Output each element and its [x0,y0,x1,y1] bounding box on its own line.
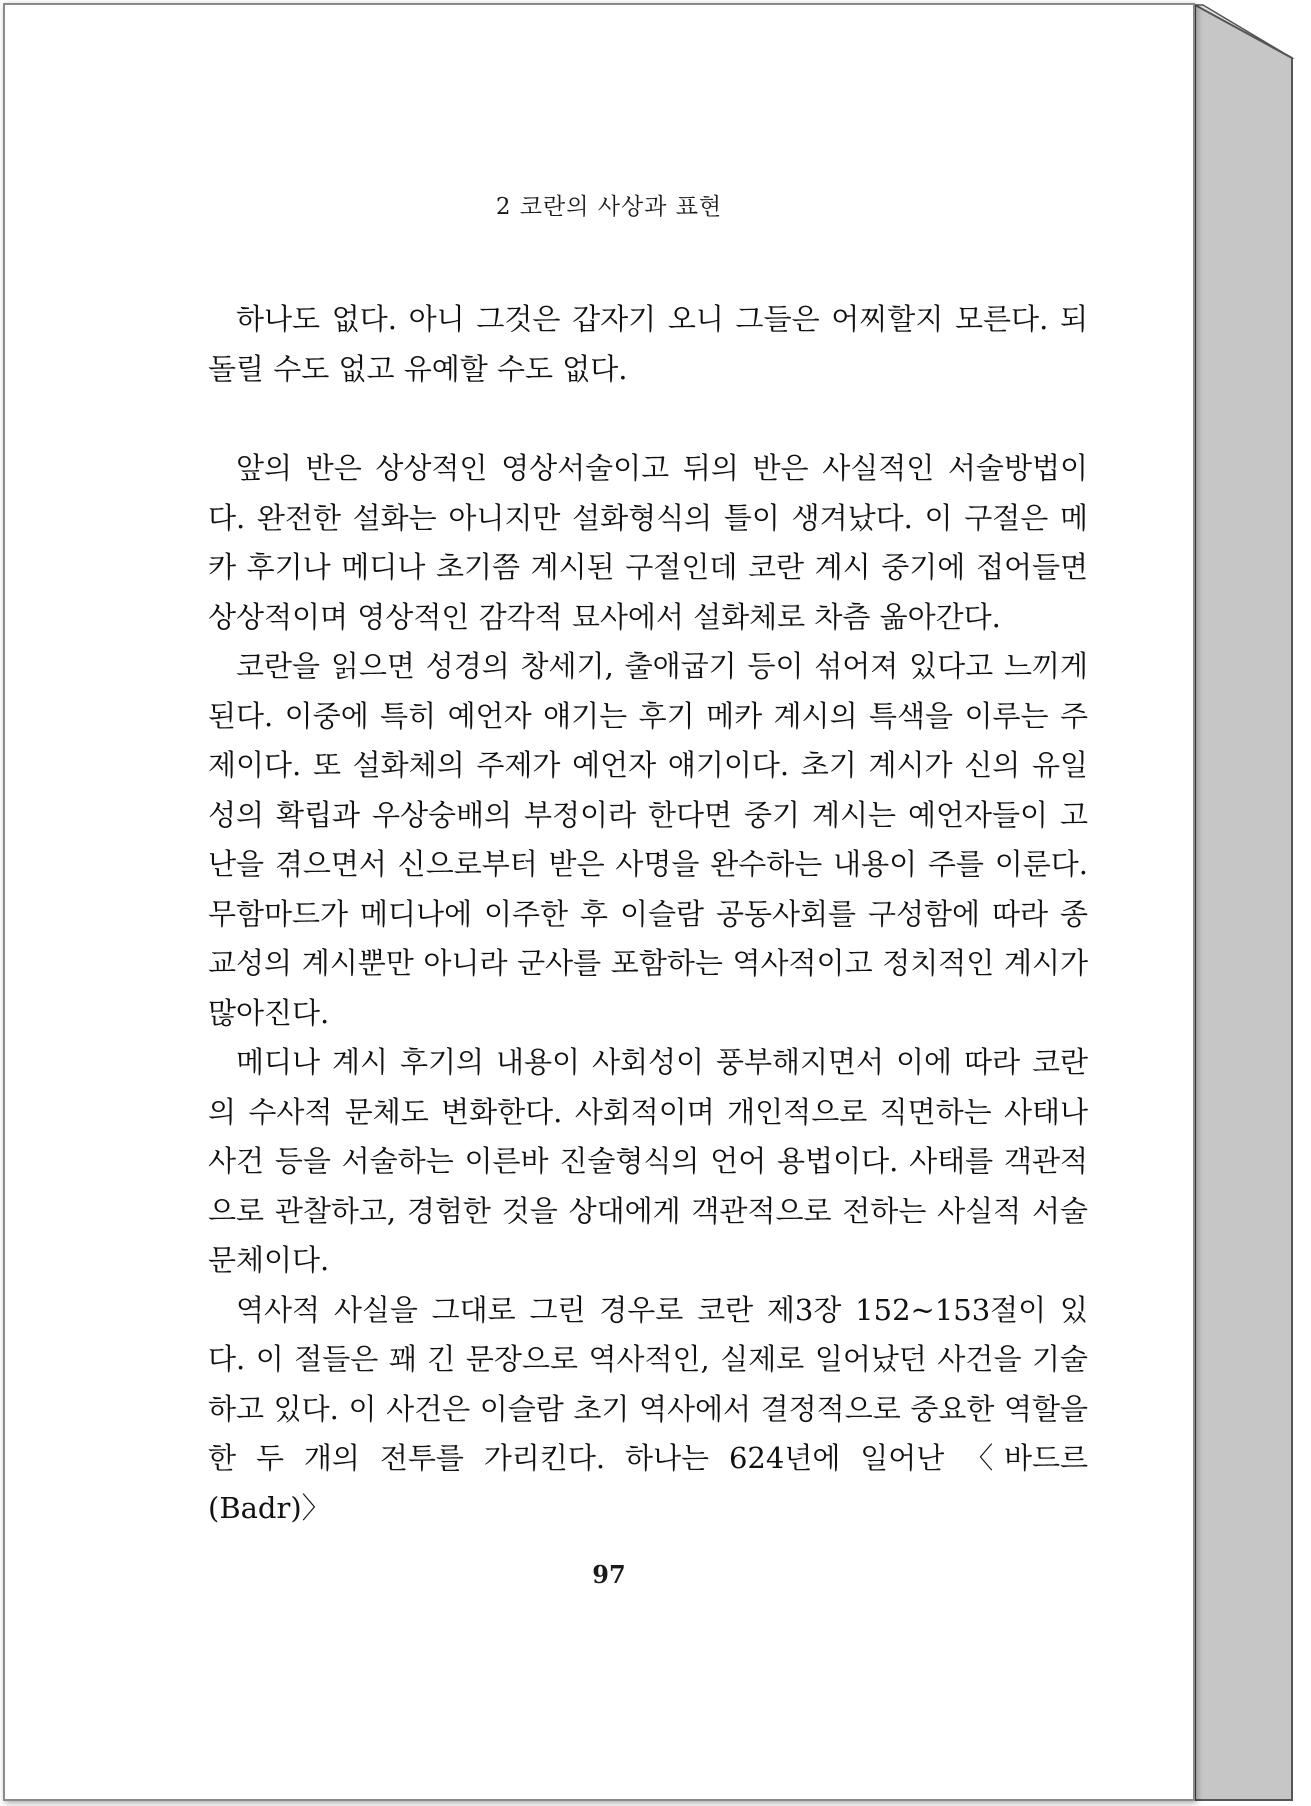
paragraph: 앞의 반은 상상적인 영상서술이고 뒤의 반은 사실적인 서술방법이다. 완전한 설화는 아니지만 설화형식의 틀이 생겨났다. 이 구절은 메카 후기나 메디나 초기쯤 계시된 구절인데 코란 계시 중기에 접어들면 상상적이며 영상적인 감각적 묘사에서 설화체로 차츰 옮아간다. [208,451,1088,634]
paragraph: 코란을 읽으면 성경의 창세기, 출애굽기 등이 섞어져 있다고 느끼게 된다. 이중에 특히 예언자 얘기는 후기 메카 계시의 특색을 이루는 주제이다. 또 설화체의 주제가 예언자 얘기이다. 초기 계시가 신의 유일성의 확립과 우상숭배의 부정이라 한다면 중기 계시는 예언자들이 고난을 겪으면서 신으로부터 받은 사명을 완수하는 내용이 주를 이룬다. 무함마드가 메디나에 이주한 후 이슬람 공동사회를 구성함에 따라 종교성의 계시뿐만 아니라 군사를 포함하는 역사적이고 정치적인 계시가 많아진다. [208,649,1088,1030]
paragraph-continuation: 하나도 없다. 아니 그것은 갑자기 오니 그들은 어찌할지 모른다. 되돌릴 수도 없고 유예할 수도 없다. [208,302,1088,386]
paragraph: 메디나 계시 후기의 내용이 사회성이 풍부해지면서 이에 따라 코란의 수사적 문체도 변화한다. 사회적이며 개인적으로 직면하는 사태나 사건 등을 서술하는 이른바 진술형식의 언어 용법이다. 사태를 객관적으로 관찰하고, 경험한 것을 상대에게 객관적으로 전하는 사실적 서술 문체이다. [208,1045,1088,1277]
page-number: 97 [592,1560,626,1589]
body-text [208,295,1088,1533]
paragraph-gap [208,394,1088,444]
paragraph: 역사적 사실을 그대로 그린 경우로 코란 제3장 152~153절이 있다. 이 절들은 꽤 긴 문장으로 역사적인, 실제로 일어났던 사건을 기술하고 있다. 이 사건은 이슬람 초기 역사에서 결정적으로 중요한 역할을 한 두 개의 전투를 가리킨다. 하나는 624년에 일어난 〈바드르(Badr)〉 [208,1292,1088,1525]
page-sheet [3,3,1195,1801]
running-head: 2 코란의 사상과 표현 [495,194,723,220]
